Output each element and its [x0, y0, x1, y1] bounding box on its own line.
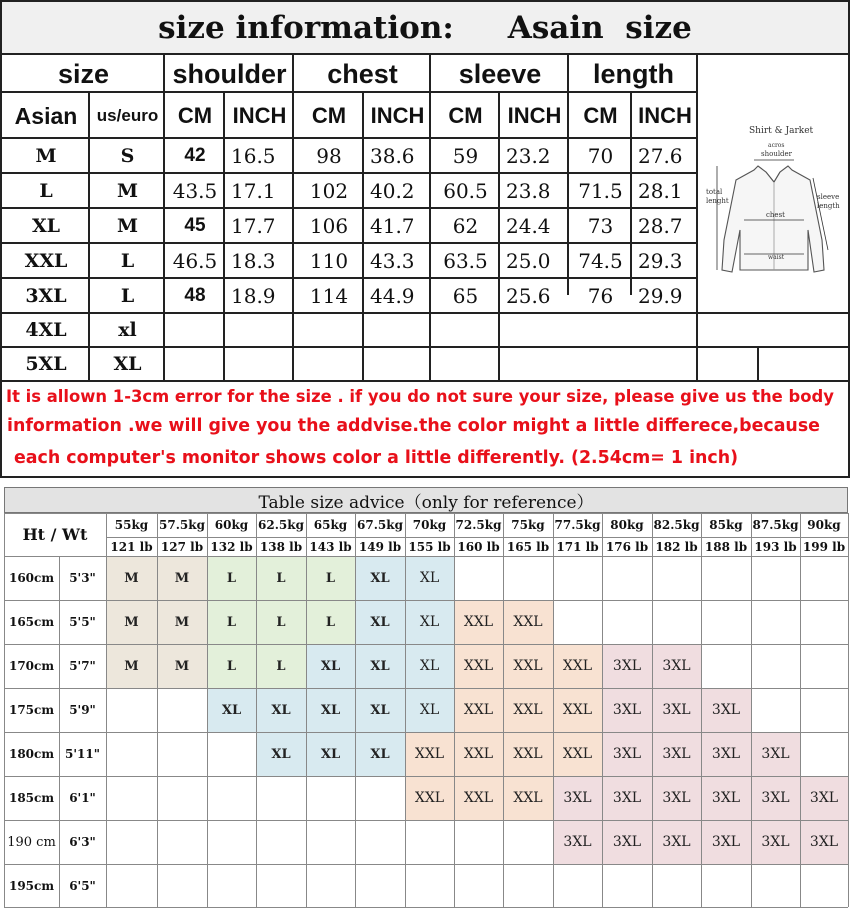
- weight-kg-header: 87.5kg: [752, 518, 799, 532]
- header-shoulder-cm: CM: [177, 103, 213, 128]
- grid-line-v: [553, 513, 554, 907]
- height-cm-label: 175cm: [8, 703, 55, 717]
- size-cell-asian: L: [39, 179, 53, 202]
- svg-text:acros: acros: [768, 142, 785, 149]
- header-shoulder: shoulder: [172, 58, 287, 89]
- size-advice-cell: [306, 864, 355, 907]
- size-cell-us: S: [120, 144, 135, 167]
- ht-wt-corner: Ht / Wt: [22, 525, 88, 544]
- size-advice-cell: [751, 864, 800, 907]
- size-cell-shoulder-cm: 42: [184, 144, 206, 166]
- size-cell-asian: 3XL: [25, 284, 67, 307]
- size-advice-cell: XL: [355, 732, 405, 776]
- weight-kg-header: 60kg: [214, 518, 249, 532]
- weight-kg-header: 85kg: [709, 518, 743, 532]
- size-advice-cell: 3XL: [701, 732, 751, 776]
- size-note-line-1: It is allown 1-3cm error for the size . if you do not sure your size, please give us the body: [6, 386, 834, 406]
- weight-kg-header: 55kg: [114, 518, 149, 532]
- size-cell-asian: XXL: [24, 249, 68, 272]
- size-cell-sleeve-cm: 63.5: [443, 248, 488, 273]
- size-advice-cell: L: [256, 600, 306, 644]
- weight-lb-header: 160 lb: [457, 539, 500, 554]
- size-advice-cell: XL: [256, 688, 306, 732]
- size-advice-cell: [106, 864, 157, 907]
- size-cell-sleeve-in: 23.2: [506, 143, 551, 168]
- size-advice-cell: XL: [355, 600, 405, 644]
- height-ft-label: 6'5": [69, 878, 96, 893]
- weight-lb-header: 149 lb: [358, 539, 402, 554]
- weight-lb-header: 188 lb: [704, 539, 748, 554]
- size-advice-cell: [503, 864, 553, 907]
- height-ft-label: 5'5": [69, 615, 96, 629]
- grid-line-h: [4, 820, 848, 821]
- size-advice-cell: M: [157, 556, 207, 600]
- size-advice-cell: [800, 600, 848, 644]
- size-cell-length-in: 28.7: [638, 213, 683, 238]
- height-cm-label: 180cm: [8, 747, 55, 761]
- size-advice-cell: [800, 556, 848, 600]
- size-cell-asian: 4XL: [25, 319, 67, 341]
- size-advice-cell: [355, 820, 405, 864]
- size-cell-us: L: [120, 249, 135, 272]
- size-advice-cell: [157, 820, 207, 864]
- size-cell-chest-cm: 114: [309, 283, 349, 308]
- size-advice-cell: XXL: [503, 732, 553, 776]
- size-advice-cell: [207, 820, 256, 864]
- size-advice-cell: [405, 820, 454, 864]
- weight-lb-header: 199 lb: [802, 539, 846, 554]
- size-advice-cell: 3XL: [602, 820, 652, 864]
- size-cell-chest-cm: 102: [309, 178, 349, 203]
- size-advice-cell: [157, 688, 207, 732]
- weight-lb-header: 182 lb: [655, 539, 698, 554]
- weight-lb-header: 132 lb: [210, 539, 253, 554]
- size-advice-cell: L: [306, 556, 355, 600]
- grid-line-v: [751, 513, 752, 907]
- size-advice-cell: [602, 864, 652, 907]
- grid-line-h: [4, 864, 848, 865]
- size-advice-cell: [652, 864, 701, 907]
- advice-table-title: Table size advice（only for reference）: [4, 487, 848, 513]
- size-advice-cell: [751, 556, 800, 600]
- size-cell-sleeve-cm: 65: [452, 283, 479, 308]
- size-advice-cell: M: [106, 556, 157, 600]
- weight-kg-header: 67.5kg: [357, 518, 403, 532]
- size-advice-cell: XL: [405, 688, 454, 732]
- svg-text:shoulder: shoulder: [761, 150, 793, 158]
- grid-line-v: [207, 513, 208, 907]
- grid-line-v: [701, 513, 702, 907]
- size-advice-cell: 3XL: [602, 644, 652, 688]
- size-cell-us: xl: [118, 319, 137, 341]
- size-advice-cell: XL: [306, 688, 355, 732]
- weight-lb-header: 176 lb: [605, 539, 649, 554]
- size-advice-cell: XL: [405, 600, 454, 644]
- size-advice-cell: 3XL: [652, 820, 701, 864]
- size-advice-cell: 3XL: [701, 776, 751, 820]
- size-advice-cell: 3XL: [602, 688, 652, 732]
- size-advice-cell: XL: [405, 644, 454, 688]
- size-cell-length-in: 28.1: [638, 178, 683, 203]
- size-advice-cell: L: [256, 556, 306, 600]
- size-advice-cell: [355, 864, 405, 907]
- size-cell-chest-in: 38.6: [370, 143, 415, 168]
- grid-line-v: [602, 513, 603, 907]
- shirt-icon: [706, 120, 844, 288]
- size-advice-cell: [454, 556, 503, 600]
- size-advice-cell: XXL: [553, 688, 602, 732]
- size-cell-shoulder-cm: 48: [184, 284, 206, 306]
- size-advice-cell: [256, 820, 306, 864]
- size-advice-cell: [503, 820, 553, 864]
- size-advice-cell: [454, 820, 503, 864]
- size-advice-cell: XXL: [454, 732, 503, 776]
- size-advice-cell: 3XL: [553, 776, 602, 820]
- size-advice-cell: [553, 864, 602, 907]
- svg-text:lenght: lenght: [706, 197, 729, 205]
- size-cell-shoulder-in: 17.7: [231, 213, 276, 238]
- size-cell-length-cm: 74.5: [578, 248, 623, 273]
- size-advice-cell: [106, 732, 157, 776]
- size-advice-cell: XXL: [454, 644, 503, 688]
- size-advice-cell: 3XL: [652, 644, 701, 688]
- size-advice-cell: M: [106, 600, 157, 644]
- grid-line-v: [405, 513, 406, 907]
- size-advice-cell: L: [256, 644, 306, 688]
- size-advice-cell: [701, 556, 751, 600]
- size-advice-cell: 3XL: [602, 776, 652, 820]
- size-advice-cell: [355, 776, 405, 820]
- size-cell-chest-in: 40.2: [370, 178, 415, 203]
- header-sleeve: sleeve: [458, 58, 542, 89]
- svg-text:waist: waist: [768, 254, 785, 261]
- weight-kg-header: 80kg: [610, 518, 644, 532]
- size-cell-us: XL: [113, 353, 142, 375]
- size-advice-cell: [454, 864, 503, 907]
- size-advice-cell: M: [157, 644, 207, 688]
- grid-line-v: [503, 513, 504, 907]
- size-advice-cell: [157, 776, 207, 820]
- size-cell-chest-in: 43.3: [370, 248, 415, 273]
- size-advice-cell: [652, 556, 701, 600]
- grid-line-v: [848, 513, 849, 907]
- size-advice-cell: M: [157, 600, 207, 644]
- size-advice-cell: M: [106, 644, 157, 688]
- size-advice-cell: [751, 600, 800, 644]
- height-cm-label: 170cm: [8, 659, 55, 673]
- size-advice-cell: 3XL: [751, 732, 800, 776]
- grid-line-h: [4, 688, 848, 689]
- size-advice-cell: [157, 864, 207, 907]
- size-advice-cell: 3XL: [800, 776, 848, 820]
- size-advice-cell: XL: [306, 732, 355, 776]
- size-advice-cell: [157, 732, 207, 776]
- size-cell-shoulder-in: 18.9: [231, 283, 276, 308]
- height-cm-label: 190 cm: [7, 834, 56, 850]
- weight-lb-header: 193 lb: [754, 539, 797, 554]
- size-advice-cell: [701, 600, 751, 644]
- grid-line-v: [355, 513, 356, 907]
- grid-line-v: [157, 513, 158, 907]
- size-cell-sleeve-in: 24.4: [506, 213, 551, 238]
- size-advice-cell: 3XL: [800, 820, 848, 864]
- header-asian: Asian: [14, 102, 78, 129]
- size-advice-cell: [503, 556, 553, 600]
- height-cm-label: 160cm: [8, 571, 55, 585]
- header-size: size: [57, 58, 110, 89]
- size-advice-cell: L: [207, 600, 256, 644]
- size-advice-cell: [800, 864, 848, 907]
- weight-kg-header: 77.5kg: [554, 518, 601, 532]
- size-advice-cell: 3XL: [751, 820, 800, 864]
- size-advice-cell: [256, 776, 306, 820]
- size-cell-shoulder-in: 17.1: [231, 178, 276, 203]
- size-advice-cell: 3XL: [553, 820, 602, 864]
- size-cell-sleeve-in: 25.6: [506, 283, 551, 308]
- grid-line-h: [4, 600, 848, 601]
- grid-line-h: [4, 776, 848, 777]
- weight-kg-header: 57.5kg: [159, 518, 205, 532]
- size-advice-cell: XL: [306, 644, 355, 688]
- grid-line-h: [4, 513, 848, 514]
- weight-lb-header: 171 lb: [556, 539, 599, 554]
- size-advice-cell: XL: [355, 644, 405, 688]
- header-sleeve-cm: CM: [448, 103, 483, 128]
- svg-text:chest: chest: [766, 211, 785, 219]
- size-cell-length-in: 29.3: [638, 248, 683, 273]
- size-cell-us: L: [120, 284, 135, 307]
- size-advice-cell: L: [207, 556, 256, 600]
- size-advice-cell: 3XL: [701, 688, 751, 732]
- size-advice-cell: 3XL: [701, 820, 751, 864]
- size-advice-cell: [800, 732, 848, 776]
- size-cell-shoulder-in: 16.5: [231, 143, 276, 168]
- size-advice-cell: XXL: [553, 644, 602, 688]
- size-advice-cell: L: [306, 600, 355, 644]
- header-sleeve-inch: INCH: [507, 103, 562, 128]
- size-advice-cell: XL: [355, 556, 405, 600]
- size-advice-table: [4, 487, 848, 913]
- shirt-measurement-diagram: [706, 120, 844, 288]
- height-cm-label: 185cm: [8, 791, 55, 805]
- grid-line-v: [800, 513, 801, 907]
- weight-lb-header: 127 lb: [160, 539, 204, 554]
- size-cell-chest-in: 44.9: [370, 283, 415, 308]
- weight-lb-header: 138 lb: [259, 539, 303, 554]
- grid-line-v: [4, 513, 5, 907]
- weight-lb-header: 155 lb: [408, 539, 451, 554]
- size-advice-cell: [751, 688, 800, 732]
- size-cell-length-in: 29.9: [638, 283, 683, 308]
- svg-text:sleeve: sleeve: [817, 193, 840, 201]
- grid-line-v: [106, 513, 107, 907]
- size-advice-cell: XXL: [503, 688, 553, 732]
- height-ft-label: 5'7": [69, 659, 96, 673]
- weight-kg-header: 62.5kg: [258, 518, 304, 532]
- size-note-line-2: information .we will give you the addvise.the color might a little differece,because: [7, 416, 820, 436]
- size-advice-cell: XXL: [454, 688, 503, 732]
- size-advice-cell: XXL: [553, 732, 602, 776]
- size-cell-asian: 5XL: [25, 353, 67, 375]
- size-cell-us: M: [116, 179, 139, 202]
- grid-line-h: [4, 556, 848, 557]
- height-ft-label: 5'3": [69, 571, 96, 585]
- grid-line-h: [4, 644, 848, 645]
- size-advice-cell: 3XL: [652, 688, 701, 732]
- size-cell-chest-cm: 106: [309, 213, 349, 238]
- size-cell-sleeve-in: 23.8: [506, 178, 551, 203]
- weight-kg-header: 72.5kg: [455, 518, 502, 532]
- size-cell-sleeve-cm: 62: [452, 213, 479, 238]
- grid-line-v: [306, 513, 307, 907]
- size-advice-cell: XXL: [454, 776, 503, 820]
- size-cell-length-cm: 73: [587, 213, 614, 238]
- size-cell-length-in: 27.6: [638, 143, 683, 168]
- size-advice-cell: XL: [256, 732, 306, 776]
- header-shoulder-inch: INCH: [232, 103, 287, 128]
- header-chest-inch: INCH: [370, 103, 425, 128]
- weight-kg-header: 70kg: [412, 518, 447, 532]
- header-length: length: [593, 58, 674, 89]
- header-length-inch: INCH: [638, 103, 692, 128]
- size-cell-chest-cm: 110: [309, 248, 349, 273]
- header-chest: chest: [327, 58, 398, 89]
- grid-line-h: [106, 537, 848, 538]
- size-advice-cell: [701, 864, 751, 907]
- size-advice-cell: XL: [405, 556, 454, 600]
- grid-line-v: [652, 513, 653, 907]
- size-cell-sleeve-cm: 59: [452, 143, 479, 168]
- height-ft-label: 5'11": [65, 747, 100, 761]
- size-advice-cell: [553, 600, 602, 644]
- size-advice-cell: XXL: [405, 776, 454, 820]
- size-cell-sleeve-in: 25.0: [506, 248, 551, 273]
- weight-lb-header: 143 lb: [309, 539, 352, 554]
- size-cell-asian: XL: [31, 214, 61, 237]
- size-cell-shoulder-cm: 46.5: [172, 248, 218, 273]
- size-cell-length-cm: 71.5: [578, 178, 623, 203]
- size-advice-cell: [800, 644, 848, 688]
- size-advice-cell: [207, 732, 256, 776]
- size-advice-cell: [800, 688, 848, 732]
- size-advice-cell: 3XL: [751, 776, 800, 820]
- size-advice-cell: [106, 688, 157, 732]
- header-chest-cm: CM: [311, 103, 347, 128]
- grid-line-v: [454, 513, 455, 907]
- size-advice-cell: [652, 600, 701, 644]
- size-cell-chest-cm: 98: [316, 143, 342, 168]
- height-cm-label: 195cm: [8, 878, 55, 893]
- grid-line-v: [256, 513, 257, 907]
- grid-line-h: [4, 907, 848, 908]
- size-advice-cell: [405, 864, 454, 907]
- weight-kg-header: 90kg: [807, 518, 841, 532]
- size-advice-cell: [602, 600, 652, 644]
- height-cm-label: 165cm: [8, 615, 55, 629]
- svg-text:Shirt & Jarket: Shirt & Jarket: [749, 126, 814, 136]
- size-advice-cell: XXL: [503, 776, 553, 820]
- height-ft-label: 6'3": [69, 835, 96, 849]
- size-advice-cell: 3XL: [602, 732, 652, 776]
- size-advice-cell: [207, 864, 256, 907]
- size-cell-chest-in: 41.7: [370, 213, 415, 238]
- size-advice-cell: XL: [355, 688, 405, 732]
- weight-lb-header: 165 lb: [506, 539, 550, 554]
- weight-kg-header: 65kg: [313, 518, 348, 532]
- size-cell-sleeve-cm: 60.5: [443, 178, 488, 203]
- size-cell-shoulder-in: 18.3: [231, 248, 276, 273]
- size-advice-cell: 3XL: [652, 732, 701, 776]
- size-advice-cell: [207, 776, 256, 820]
- size-advice-cell: 3XL: [652, 776, 701, 820]
- size-advice-cell: XXL: [405, 732, 454, 776]
- size-cell-length-cm: 76: [587, 283, 614, 308]
- size-advice-cell: XXL: [454, 600, 503, 644]
- size-cell-length-cm: 70: [587, 143, 614, 168]
- size-advice-cell: [602, 556, 652, 600]
- height-ft-label: 6'1": [69, 791, 96, 805]
- size-advice-cell: [751, 644, 800, 688]
- size-advice-cell: [306, 820, 355, 864]
- header-length-cm: CM: [583, 103, 618, 128]
- size-advice-cell: [701, 644, 751, 688]
- header-us-euro: us/euro: [96, 106, 159, 125]
- size-advice-cell: [106, 820, 157, 864]
- size-cell-asian: M: [35, 144, 57, 167]
- svg-text:length: length: [817, 202, 840, 210]
- size-advice-cell: [256, 864, 306, 907]
- size-cell-shoulder-cm: 43.5: [172, 178, 218, 203]
- size-advice-cell: L: [207, 644, 256, 688]
- grid-line-h: [4, 732, 848, 733]
- size-advice-cell: XL: [207, 688, 256, 732]
- size-note-line-3: each computer's monitor shows color a little differently. (2.54cm= 1 inch): [14, 448, 739, 468]
- size-advice-cell: XXL: [503, 600, 553, 644]
- weight-lb-header: 121 lb: [110, 539, 153, 554]
- weight-kg-header: 82.5kg: [653, 518, 700, 532]
- svg-text:total: total: [706, 188, 723, 196]
- size-cell-shoulder-cm: 45: [184, 214, 206, 236]
- size-cell-us: M: [116, 214, 139, 237]
- size-advice-cell: [553, 556, 602, 600]
- size-advice-cell: [106, 776, 157, 820]
- size-advice-cell: [306, 776, 355, 820]
- size-table-title: size information: Asain size: [2, 2, 848, 55]
- size-advice-cell: XXL: [503, 644, 553, 688]
- weight-kg-header: 75kg: [511, 518, 545, 532]
- height-ft-label: 5'9": [69, 703, 96, 717]
